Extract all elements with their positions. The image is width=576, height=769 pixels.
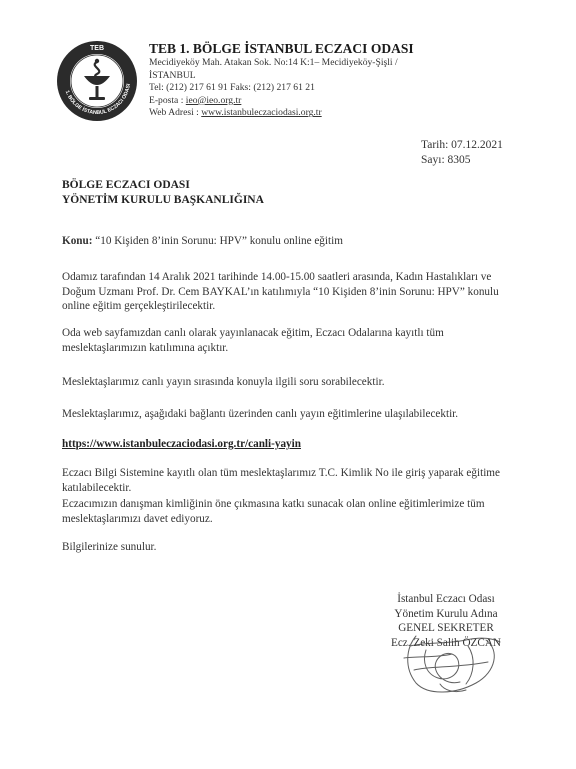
paragraph: Oda web sayfamızdan canlı olarak yayınlanacak eğitim, Eczacı Odalarına kayıtlı tüm meslektaşlarımızın katılımına açıktır. xyxy=(62,327,444,354)
letterhead xyxy=(149,41,509,120)
signature-line-3: GENEL SEKRETER xyxy=(398,622,494,635)
web-label: Web Adresi : xyxy=(149,107,202,119)
recipient xyxy=(62,178,264,207)
address-line-2: İSTANBUL xyxy=(149,69,196,81)
email-line xyxy=(149,95,509,108)
document-meta xyxy=(421,138,503,167)
subject xyxy=(62,235,343,247)
live-stream-link[interactable]: https://www.istanbuleczaciodasi.org.tr/canli-yayin xyxy=(62,438,301,450)
teb-logo xyxy=(56,40,138,122)
signature-line-2: Yönetim Kurulu Adına xyxy=(394,607,498,620)
web-line xyxy=(149,107,509,120)
email-label: E-posta : xyxy=(149,94,186,106)
paragraph: Odamız tarafından 14 Aralık 2021 tarihinde 14.00-15.00 saatleri arasında, Kadın Hastalıkları ve Doğum Uzmanı Prof. Dr. Cem BAYKAL’ın katılımıyla “10 Kişiden 8’inin Sorunu: HPV” konulu online eğitim gerçekleştirilecektir. xyxy=(62,271,499,313)
web-link[interactable]: www.istanbuleczaciodasi.org.tr xyxy=(201,107,322,119)
phone-fax: Tel: (212) 217 61 91 Faks: (212) 217 61 21 xyxy=(149,82,315,94)
signature-line-4: Ecz. Zeki Salih ÖZCAN xyxy=(391,636,501,649)
address-line-1: Mecidiyeköy Mah. Atakan Sok. No:14 K:1– Mecidiyeköy-Şişli / xyxy=(149,57,398,68)
signature-line-1: İstanbul Eczacı Odası xyxy=(397,593,495,605)
email-link[interactable]: ieo@ieo.org.tr xyxy=(185,94,242,106)
paragraph: Meslektaşlarımız canlı yayın sırasında konuyla ilgili soru sorabilecektir. xyxy=(62,376,385,388)
subject-text: “10 Kişiden 8’inin Sorunu: HPV” konulu online eğitim xyxy=(92,235,343,247)
paragraph: Meslektaşlarımız, aşağıdaki bağlantı üzerinden canlı yayın eğitimlerine ulaşılabilecektir. xyxy=(62,408,459,420)
logo-ring-text: 1. BÖLGE İSTANBUL ECZACI ODASI xyxy=(63,83,132,117)
recipient-line-1: BÖLGE ECZACI ODASI xyxy=(62,179,190,191)
paragraph: Bilgilerinize sunulur. xyxy=(62,541,157,553)
handwritten-signature xyxy=(396,628,511,698)
recipient-line-2: YÖNETİM KURULU BAŞKANLIĞINA xyxy=(62,193,264,206)
paragraph: Eczacımızın danışman kimliğinin öne çıkmasına katkı sunacak olan online eğitimlerimize tüm meslektaşlarımızı davet ediyoruz. xyxy=(62,498,485,525)
document-number: Sayı: 8305 xyxy=(421,153,471,166)
paragraph: Eczacı Bilgi Sistemine kayıtlı olan tüm meslektaşlarımız T.C. Kimlik No ile giriş yaparak eğitime katılabilecektir. xyxy=(62,467,500,494)
logo-top-text: TEB xyxy=(90,45,104,52)
document-date: Tarih: 07.12.2021 xyxy=(421,139,503,151)
org-name: TEB 1. BÖLGE İSTANBUL ECZACI ODASI xyxy=(149,41,414,56)
subject-label: Konu: xyxy=(62,235,93,247)
